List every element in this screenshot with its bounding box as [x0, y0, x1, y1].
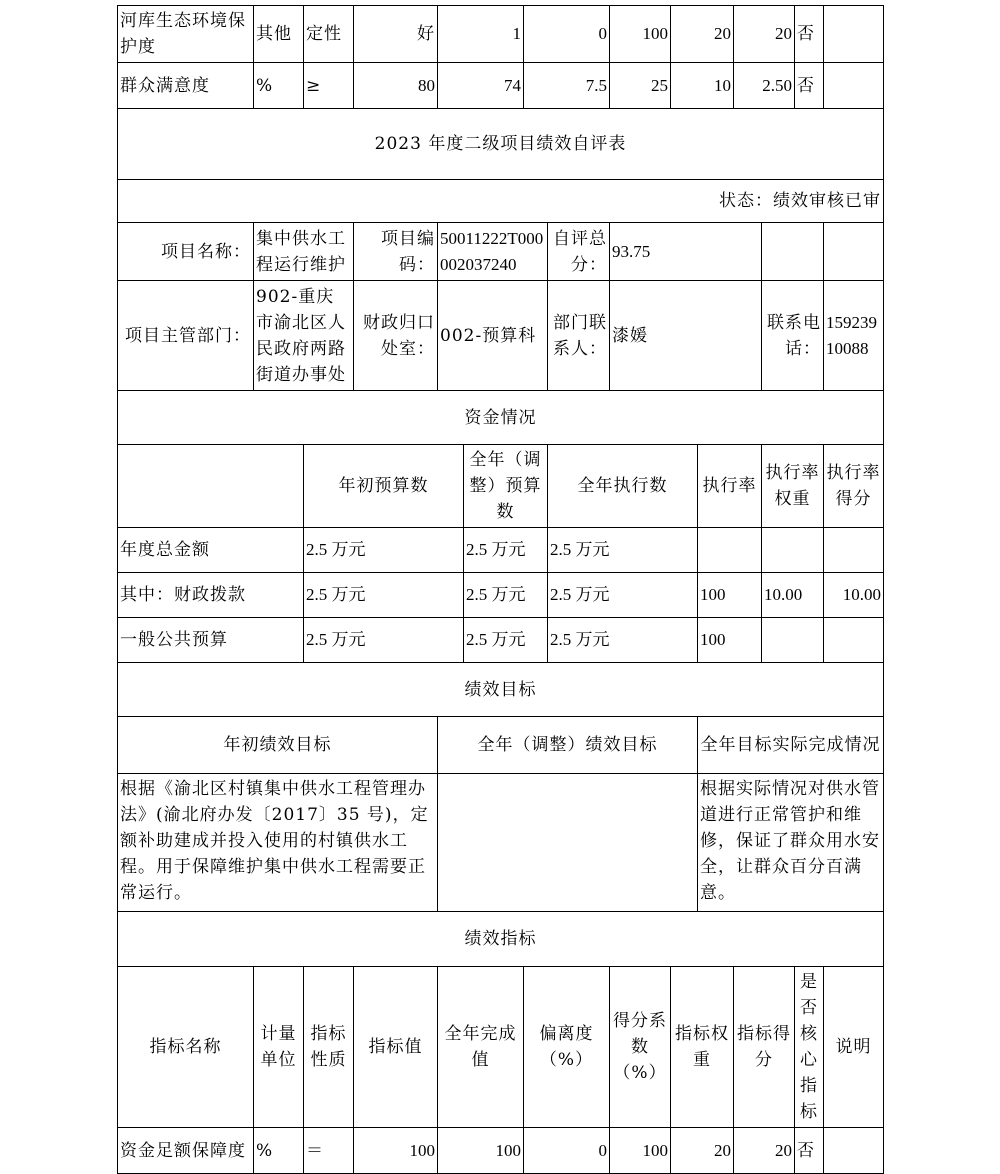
- project-code-label: 项目编码：: [354, 223, 438, 281]
- indicators-section-title: 绩效指标: [118, 912, 884, 967]
- ind-header-weight: 指标权重: [671, 967, 734, 1128]
- indicator-unit: %: [254, 63, 304, 109]
- project-name-value: 集中供水工程运行维护: [254, 223, 354, 281]
- adjusted-goal-text: [438, 774, 698, 912]
- indicator-core: 否: [795, 63, 824, 109]
- ind-header-coef: 得分系数（%）: [610, 967, 671, 1128]
- indicator-nature: 定性: [304, 6, 354, 63]
- indicator-actual: 1: [438, 6, 524, 63]
- contact-label: 部门联系人：: [548, 281, 610, 391]
- finance-value: 002-预算科: [438, 281, 548, 391]
- funds-header-rate-score: 执行率得分: [824, 445, 884, 528]
- indicator-target: 好: [354, 6, 438, 63]
- finance-label: 财政归口处室：: [354, 281, 438, 391]
- dept-label: 项目主管部门：: [118, 281, 254, 391]
- indicator-score: 2.50: [734, 63, 795, 109]
- performance-self-evaluation-table: [117, 5, 884, 1174]
- indicator-deviation: 0: [524, 6, 610, 63]
- funds-section-title: 资金情况: [118, 391, 884, 445]
- indicator-unit: 其他: [254, 6, 304, 63]
- indicator-weight: 20: [671, 1128, 734, 1174]
- indicator-nature: ＝: [304, 1128, 354, 1174]
- indicator-actual: 100: [438, 1128, 524, 1174]
- indicator-score: 20: [734, 6, 795, 63]
- funds-header-executed: 全年执行数: [548, 445, 698, 528]
- project-name-label: 项目名称：: [118, 223, 254, 281]
- indicator-name: 河库生态环境保护度: [118, 6, 254, 63]
- goals-header-actual: 全年目标实际完成情况: [698, 717, 884, 774]
- table-row: [118, 63, 884, 109]
- goals-header-initial: 年初绩效目标: [118, 717, 438, 774]
- form-title: 2023 年度二级项目绩效自评表: [118, 109, 884, 180]
- indicator-coef: 25: [610, 63, 671, 109]
- phone-value: 15923910088: [824, 281, 884, 391]
- table-row: 一般公共预算 2.5 万元 2.5 万元 2.5 万元 100: [118, 618, 884, 663]
- funds-header-rate: 执行率: [698, 445, 762, 528]
- indicator-nature: ≥: [304, 63, 354, 109]
- self-score-value: 93.75: [610, 223, 762, 281]
- indicator-unit: %: [254, 1128, 304, 1174]
- funds-header-adjusted: 全年（调整）预算数: [464, 445, 548, 528]
- table-row: [118, 1128, 884, 1174]
- goals-header-adjusted: 全年（调整）绩效目标: [438, 717, 698, 774]
- indicator-core: 否: [795, 1128, 824, 1174]
- table-row: 年度总金额 2.5 万元 2.5 万元 2.5 万元: [118, 528, 884, 573]
- table-row: 其中：财政拨款 2.5 万元 2.5 万元 2.5 万元 100 10.00 10.00: [118, 573, 884, 618]
- ind-header-core: 是否核心指标: [795, 967, 824, 1128]
- indicator-name: 群众满意度: [118, 63, 254, 109]
- ind-header-score: 指标得分: [734, 967, 795, 1128]
- phone-label: 联系电话：: [762, 281, 824, 391]
- ind-header-name: 指标名称: [118, 967, 254, 1128]
- indicator-target: 100: [354, 1128, 438, 1174]
- indicator-name: 资金足额保障度: [118, 1128, 254, 1174]
- indicator-note: [824, 6, 884, 63]
- indicator-coef: 100: [610, 6, 671, 63]
- indicator-core: 否: [795, 6, 824, 63]
- dept-value: 902-重庆市渝北区人民政府两路街道办事处: [254, 281, 354, 391]
- ind-header-nature: 指标性质: [304, 967, 354, 1128]
- indicator-target: 80: [354, 63, 438, 109]
- ind-header-deviation: 偏离度（%）: [524, 967, 610, 1128]
- ind-header-note: 说明: [824, 967, 884, 1128]
- indicator-deviation: 0: [524, 1128, 610, 1174]
- indicator-deviation: 7.5: [524, 63, 610, 109]
- funds-header-rate-weight: 执行率权重: [762, 445, 824, 528]
- review-status: 状态：绩效审核已审: [118, 180, 884, 223]
- initial-goal-text: 根据《渝北区村镇集中供水工程管理办法》(渝北府办发〔2017〕35 号)，定额补助建成并投入使用的村镇供水工程。用于保障维护集中供水工程需要正常运行。: [118, 774, 438, 912]
- contact-value: 漆媛: [610, 281, 762, 391]
- ind-header-actual: 全年完成值: [438, 967, 524, 1128]
- table-row: [118, 6, 884, 63]
- indicator-weight: 20: [671, 6, 734, 63]
- indicator-score: 20: [734, 1128, 795, 1174]
- funds-header-initial: 年初预算数: [304, 445, 464, 528]
- indicator-coef: 100: [610, 1128, 671, 1174]
- ind-header-unit: 计量单位: [254, 967, 304, 1128]
- ind-header-target: 指标值: [354, 967, 438, 1128]
- project-code-value: 50011222T000002037240: [438, 223, 548, 281]
- indicator-note: [824, 1128, 884, 1174]
- indicator-actual: 74: [438, 63, 524, 109]
- self-score-label: 自评总分：: [548, 223, 610, 281]
- indicator-note: [824, 63, 884, 109]
- goals-section-title: 绩效目标: [118, 663, 884, 717]
- indicator-weight: 10: [671, 63, 734, 109]
- actual-completion-text: 根据实际情况对供水管道进行正常管护和维修，保证了群众用水安全，让群众百分百满意。: [698, 774, 884, 912]
